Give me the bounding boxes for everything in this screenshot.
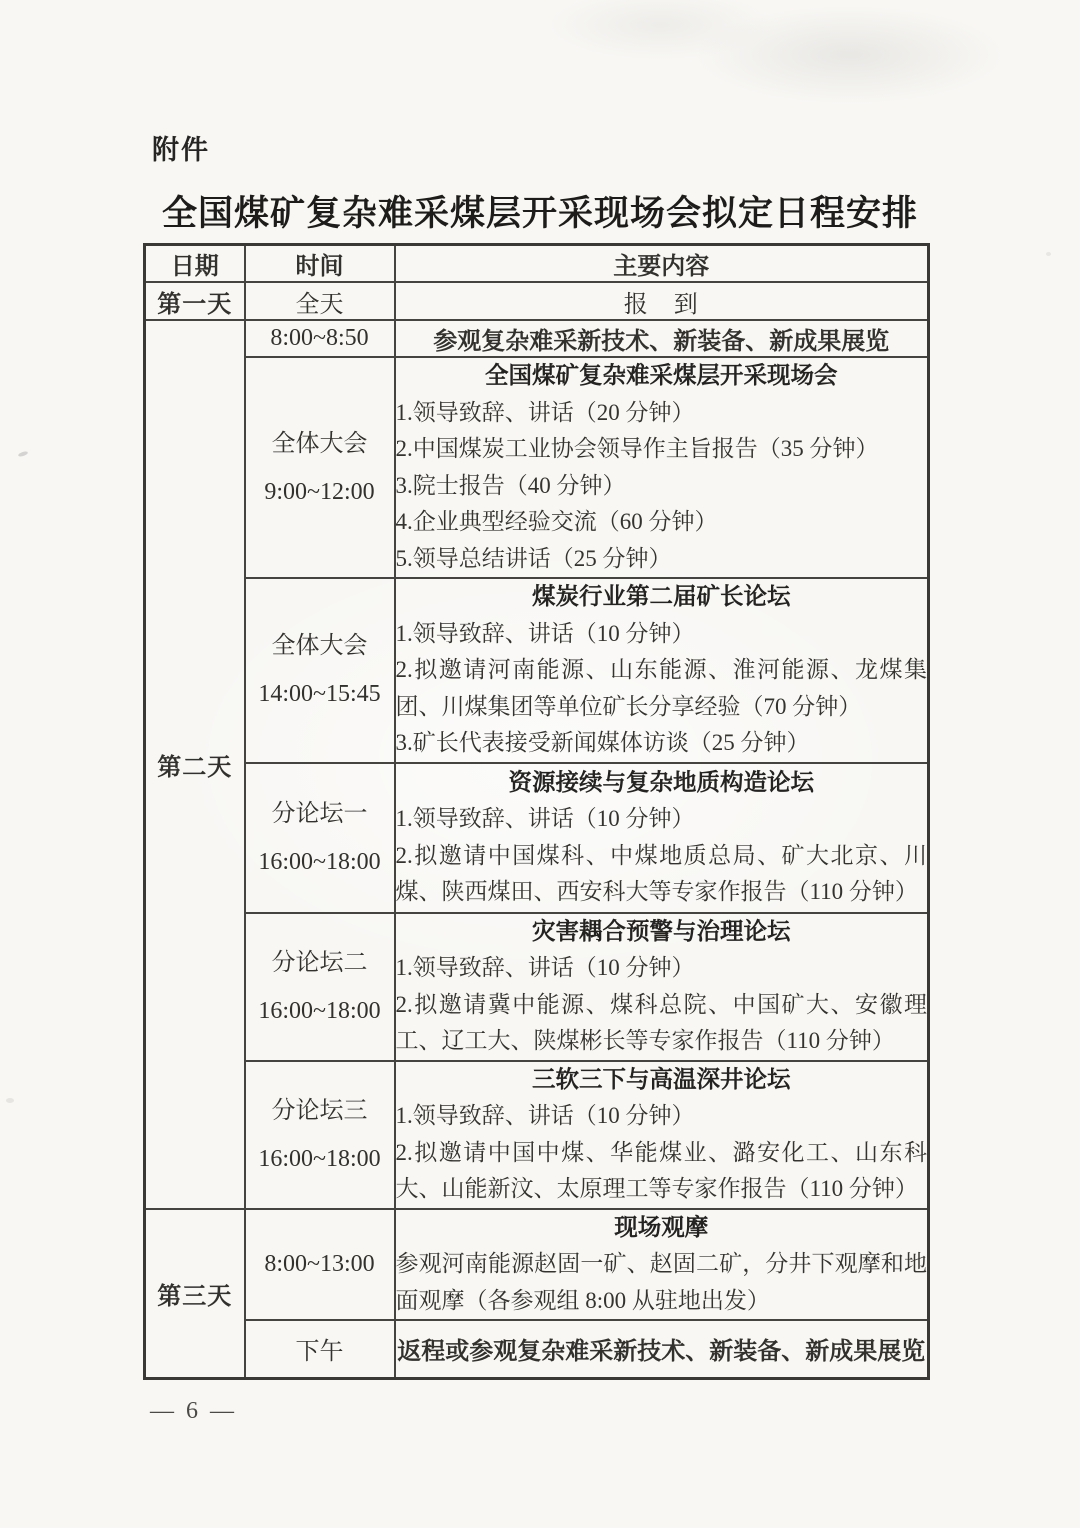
table-header-row [145,245,929,283]
plenary-pm-time [245,578,395,763]
return-time: 下午 [245,1320,395,1378]
forum2-time [245,913,395,1061]
content-item: 2.拟邀请中国煤科、中煤地质总局、矿大北京、川煤、陕西煤田、西安科大等专家作报告（110 分钟） [395,842,927,904]
table-row-plenary-am [145,357,929,578]
content-item: 2.中国煤炭工业协会领导作主旨报告（35 分钟） [395,436,879,461]
content-item: 2.拟邀请中国中煤、华能煤业、潞安化工、山东科大、山能新汶、太原理工等专家作报告（110 分钟） [395,1139,927,1201]
forum1-content [395,763,929,913]
table-row-forum3 [145,1061,929,1209]
table-row-day1 [145,282,929,320]
session-time: 16:00~18:00 [258,997,381,1024]
session-items [396,1098,928,1208]
scan-artifact [18,451,29,458]
session-heading: 现场观摩 [614,1214,709,1241]
content-item: 1.领导致辞、讲话（10 分钟） [395,955,695,980]
schedule-table [143,243,930,1380]
session-type: 分论坛一 [271,800,368,827]
day2-label: 第二天 [145,320,245,1209]
content-item: 2.拟邀请冀中能源、煤科总院、中国矿大、安徽理工、辽工大、陕煤彬长等专家作报告（110 分钟） [395,991,927,1053]
session-heading: 资源接续与复杂地质构造论坛 [508,769,814,796]
session-type: 全体大会 [271,633,368,660]
session-type: 全体大会 [271,430,368,457]
session-heading: 全国煤矿复杂难采煤层开采现场会 [485,363,838,389]
forum3-content [395,1061,929,1209]
content-item: 4.企业典型经验交流（60 分钟） [395,509,718,534]
day3-label: 第三天 [145,1209,245,1379]
header-time: 时间 [245,245,395,283]
scan-artifact [1046,252,1051,256]
document-title: 全国煤矿复杂难采煤层开采现场会拟定日程安排 [161,194,918,233]
session-items [396,950,928,1060]
table-row-exhibit [145,320,929,357]
content-item: 3.矿长代表接受新闻媒体访谈（25 分钟） [395,730,810,755]
table-row-forum2 [145,913,929,1061]
session-heading: 煤炭行业第二届矿长论坛 [532,584,791,610]
content-item: 1.领导致辞、讲话（10 分钟） [395,1103,695,1128]
tour-time: 8:00~13:00 [245,1209,395,1321]
header-date: 日期 [145,245,245,283]
exhibit-time: 8:00~8:50 [245,320,395,357]
header-content: 主要内容 [395,245,929,283]
exhibit-content: 参观复杂难采新技术、新装备、新成果展览 [395,320,929,357]
content-item: 1.领导致辞、讲话（10 分钟） [395,620,695,646]
session-items [396,395,928,578]
day1-time: 全天 [245,282,395,320]
session-type: 分论坛二 [271,949,368,976]
attachment-label: 附件 [152,135,210,165]
session-type: 分论坛三 [271,1097,368,1124]
page-number: — 6 — [150,1398,237,1424]
tour-content [395,1209,929,1321]
session-heading: 三软三下与高温深井论坛 [532,1066,791,1093]
session-time: 16:00~18:00 [258,1145,381,1172]
session-body: 参观河南能源赵固一矿、赵固二矿，分井下观摩和地面观摩（各参观组 8:00 从驻地出发） [395,1251,927,1313]
forum1-time [245,763,395,913]
day1-label: 第一天 [145,282,245,320]
day1-content: 报 到 [395,282,929,320]
plenary-am-time [245,357,395,578]
table-row-tour [145,1209,929,1321]
session-time: 14:00~15:45 [258,681,381,708]
table-row-plenary-pm [145,578,929,763]
scan-artifact [6,1098,14,1103]
content-item: 5.领导总结讲话（25 分钟） [395,545,672,571]
content-item: 2.拟邀请河南能源、山东能源、淮河能源、龙煤集团、川煤集团等单位矿长分享经验（70 分钟） [395,657,927,719]
table-row-return [145,1320,929,1378]
session-heading: 灾害耦合预警与治理论坛 [532,918,791,945]
session-items [396,616,928,762]
session-time: 16:00~18:00 [258,848,381,875]
plenary-pm-content [395,578,929,763]
content-item: 1.领导致辞、讲话（20 分钟） [395,399,695,425]
content-item: 1.领导致辞、讲话（10 分钟） [395,806,695,831]
forum3-time [245,1061,395,1209]
forum2-content [395,913,929,1061]
plenary-am-content [395,357,929,578]
content-item: 3.院士报告（40 分钟） [395,472,626,498]
return-content: 返程或参观复杂难采新技术、新装备、新成果展览 [395,1320,929,1378]
table-row-forum1 [145,763,929,913]
session-time: 9:00~12:00 [264,478,375,505]
session-items [396,801,928,911]
